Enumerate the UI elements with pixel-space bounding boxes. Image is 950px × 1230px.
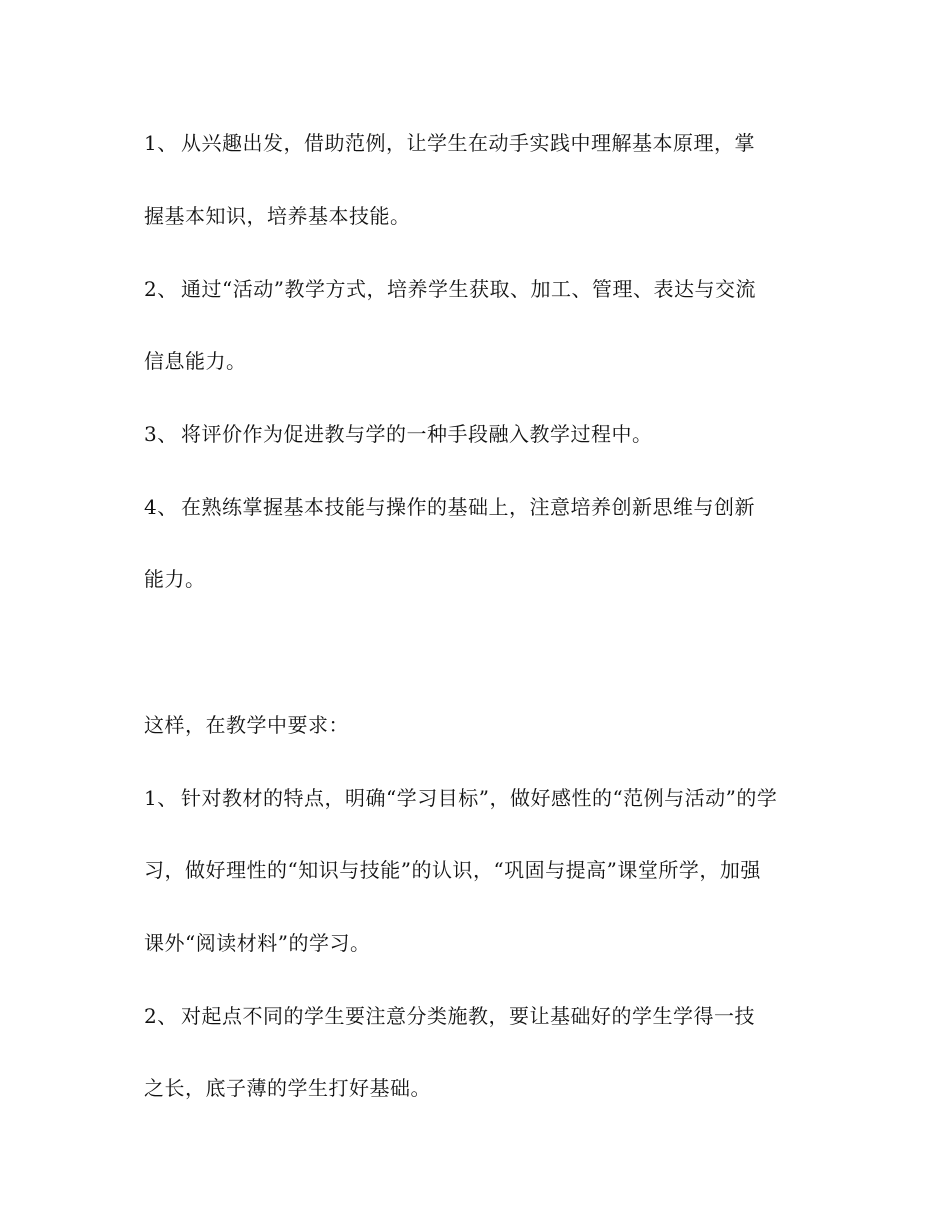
list-text: 从兴趣出发，借助范例，让学生在动手实践中理解基本原理，掌 xyxy=(181,131,755,155)
list-number: 3、 xyxy=(144,422,178,446)
list-item-2-line-2: 信息能力。 xyxy=(144,349,247,373)
list-text: 针对教材的特点，明确“学习目标”，做好感性的“范例与活动”的学 xyxy=(181,786,778,810)
list-item-1-line-2: 握基本知识，培养基本技能。 xyxy=(144,204,411,228)
list-number: 2、 xyxy=(144,1004,178,1028)
requirement-item-2-line-1 xyxy=(144,1001,824,1031)
list-item-4-line-2: 能力。 xyxy=(144,567,206,591)
list-item-4-line-1 xyxy=(144,492,824,522)
list-text: 将评价作为促进教与学的一种手段融入教学过程中。 xyxy=(181,422,653,446)
list-item-1-line-1 xyxy=(144,128,824,158)
intro-paragraph: 这样，在教学中要求： xyxy=(144,713,349,737)
list-number: 2、 xyxy=(144,277,178,301)
list-number: 4、 xyxy=(144,495,178,519)
list-text: 通过“活动”教学方式，培养学生获取、加工、管理、表达与交流 xyxy=(181,277,756,301)
list-text: 在熟练掌握基本技能与操作的基础上，注意培养创新思维与创新 xyxy=(181,495,755,519)
list-item-3-line-1 xyxy=(144,419,824,449)
list-text: 对起点不同的学生要注意分类施教，要让基础好的学生学得一技 xyxy=(181,1004,755,1028)
requirement-item-1-line-1 xyxy=(144,783,824,813)
requirement-item-1-line-3: 课外“阅读材料”的学习。 xyxy=(144,931,371,955)
requirement-item-2-line-2: 之长，底子薄的学生打好基础。 xyxy=(144,1076,431,1100)
list-number: 1、 xyxy=(144,786,178,810)
list-item-2-line-1 xyxy=(144,274,824,304)
requirement-item-1-line-2: 习，做好理性的“知识与技能”的认识，“巩固与提高”课堂所学，加强 xyxy=(144,858,761,882)
list-number: 1、 xyxy=(144,131,178,155)
